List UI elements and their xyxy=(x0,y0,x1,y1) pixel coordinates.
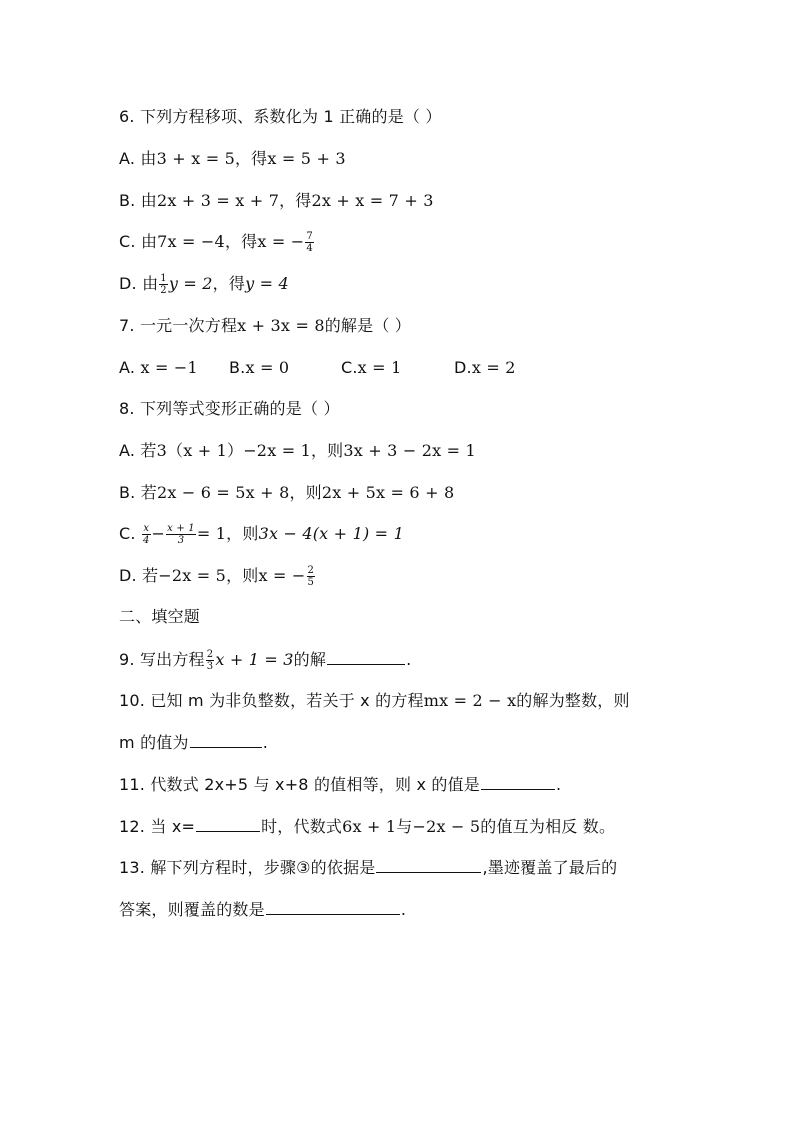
q6-b-mid: ，得 xyxy=(279,191,312,210)
q12-mid1: 时，代数式 xyxy=(261,817,343,836)
q9-post: 的解 xyxy=(293,650,327,669)
q6-option-d xyxy=(119,273,289,296)
q7-option-c xyxy=(341,357,454,379)
q6-a-mid: ，得 xyxy=(234,149,268,168)
q6-c-denominator: 4 xyxy=(306,243,313,254)
q9-end: . xyxy=(406,650,412,669)
q6-b-eq1: 2x + 3 = x + 7 xyxy=(156,191,280,210)
q8-d-eq2: x = − xyxy=(258,566,306,585)
q11-pre: 11. 代数式 2x+5 与 x+8 的值相等，则 x 的值是 xyxy=(119,775,481,794)
q6-option-b xyxy=(119,190,434,212)
q10-pre: 10. 已知 m 为非负整数，若关于 x 的方程 xyxy=(119,691,424,710)
q8-a-eq2: 3x + 3 − 2x = 1 xyxy=(343,441,476,460)
q7-c-label: C. xyxy=(341,358,358,377)
q6-option-c xyxy=(119,231,315,254)
q8-c-f1-denominator: 4 xyxy=(142,535,150,546)
q6-d-label: D. 由 xyxy=(119,274,159,293)
q8-c-fraction-1 xyxy=(142,523,151,546)
q7-stem xyxy=(119,315,411,337)
q13-answer-blank[interactable] xyxy=(266,898,400,915)
q6-d-mid: ，得 xyxy=(212,274,246,293)
q7-stem-post: 的解是（ ） xyxy=(324,316,412,335)
q7-b-value: x = 0 xyxy=(245,358,290,377)
q7-option-a xyxy=(119,357,229,379)
q13-line-1 xyxy=(119,856,617,879)
q8-b-label: B. 若 xyxy=(119,483,157,502)
q8-c-eq2: 3x − 4(x + 1) = 1 xyxy=(258,524,404,543)
q7-a-label: A. xyxy=(119,358,141,377)
section-title xyxy=(119,606,200,628)
q6-b-label: B. 由 xyxy=(119,191,157,210)
q10-line-1 xyxy=(119,690,630,712)
q8-c-mid: ，则 xyxy=(226,524,259,543)
q8-c-minus: − xyxy=(151,524,166,543)
q8-d-label: D. 若 xyxy=(119,566,159,585)
q8-stem xyxy=(119,398,340,420)
q10-answer-blank[interactable] xyxy=(190,731,262,748)
q10-line-2 xyxy=(119,731,268,754)
q8-d-mid: ，则 xyxy=(226,566,259,585)
q9-fraction xyxy=(206,649,215,672)
q9-denominator: 3 xyxy=(206,661,214,672)
q6-d-eq1: y = 2 xyxy=(168,274,213,293)
q6-c-eq1: 7x = −4 xyxy=(157,232,225,251)
q7-option-b xyxy=(229,357,341,379)
q6-d-fraction xyxy=(159,273,168,296)
q8-b-eq2: 2x + 5x = 6 + 8 xyxy=(321,483,455,502)
q8-option-d xyxy=(119,565,316,588)
q8-d-fraction xyxy=(307,565,316,588)
q9-numerator: 2 xyxy=(206,649,214,660)
q6-c-numerator: 7 xyxy=(306,231,313,242)
q7-stem-pre: 7. 一元一次方程 xyxy=(119,316,238,335)
q10-eq: mx = 2 − x xyxy=(423,691,517,710)
q7-option-d xyxy=(454,357,516,379)
q13-basis-blank[interactable] xyxy=(376,856,481,873)
section-title-text: 二、填空题 xyxy=(119,607,201,626)
q7-c-value: x = 1 xyxy=(357,358,402,377)
q8-c-label: C. xyxy=(119,524,141,543)
q10-line2-pre: m 的值为 xyxy=(119,733,189,752)
q7-options xyxy=(119,357,516,379)
q12-mid2: 与 xyxy=(396,817,413,836)
q6-a-eq1: 3 + x = 5 xyxy=(156,149,235,168)
q12-eq1: 6x + 1 xyxy=(342,817,397,836)
q12-post: 的值互为相反 数。 xyxy=(480,817,616,836)
q8-c-fraction-2 xyxy=(166,523,196,546)
q9-pre: 9. 写出方程 xyxy=(119,650,205,669)
q8-d-eq1: −2x = 5 xyxy=(158,566,227,585)
q11 xyxy=(119,773,561,796)
q6-c-label: C. 由 xyxy=(119,232,158,251)
q8-d-denominator: 5 xyxy=(307,577,315,588)
q9-answer-blank[interactable] xyxy=(327,648,405,665)
q6-c-mid: ，得 xyxy=(224,232,258,251)
q8-option-b xyxy=(119,482,454,504)
q6-option-a xyxy=(119,148,346,170)
q11-end: . xyxy=(556,775,562,794)
q8-b-mid: ，则 xyxy=(289,483,322,502)
q9 xyxy=(119,648,411,672)
q6-c-eq2: x = − xyxy=(257,232,305,251)
q8-a-mid: ，则 xyxy=(310,441,344,460)
q13-end: . xyxy=(400,900,407,919)
q8-c-f2-numerator: x + 1 xyxy=(167,523,195,534)
q7-d-label: D. xyxy=(454,358,472,377)
q12 xyxy=(119,815,615,838)
q12-eq2: −2x − 5 xyxy=(412,817,481,836)
q6-stem xyxy=(119,106,442,128)
q8-c-f1-numerator: x xyxy=(143,523,150,534)
q8-c-f2-denominator: 3 xyxy=(177,535,185,546)
q8-d-numerator: 2 xyxy=(307,565,315,576)
q13-line2-pre: 答案，则覆盖的数是 xyxy=(119,900,265,919)
q8-b-eq1: 2x − 6 = 5x + 8 xyxy=(156,483,290,502)
q6-b-eq2: 2x + x = 7 + 3 xyxy=(311,191,434,210)
q6-stem-text: 6. 下列方程移项、系数化为 1 正确的是（ ） xyxy=(119,107,442,126)
q8-option-a xyxy=(119,440,476,462)
q8-option-c xyxy=(119,523,404,546)
q7-stem-eq: x + 3x = 8 xyxy=(237,316,325,335)
q8-a-label: A. 若 xyxy=(119,441,157,460)
q6-d-numerator: 1 xyxy=(160,273,167,284)
q6-c-fraction xyxy=(305,231,314,254)
q6-a-label: A. 由 xyxy=(119,149,157,168)
q7-b-label: B. xyxy=(229,358,246,377)
q8-c-eq1: = 1 xyxy=(196,524,227,543)
q6-d-eq2: y = 4 xyxy=(245,274,289,293)
q13-post: ,墨迹覆盖了最后的 xyxy=(482,858,618,877)
q7-d-value: x = 2 xyxy=(471,358,516,377)
q6-a-eq2: x = 5 + 3 xyxy=(267,149,346,168)
q11-answer-blank[interactable] xyxy=(481,773,555,790)
q8-stem-text: 8. 下列等式变形正确的是（ ） xyxy=(119,399,340,418)
q13-line-2 xyxy=(119,898,406,921)
q6-d-denominator: 2 xyxy=(160,285,167,296)
q9-eq: x + 1 = 3 xyxy=(215,650,294,669)
q8-a-eq1: 3（x + 1）−2x = 1 xyxy=(156,441,311,460)
q10-end: . xyxy=(262,733,268,752)
q12-answer-blank[interactable] xyxy=(196,815,260,832)
q12-pre: 12. 当 x= xyxy=(119,817,196,836)
q13-pre: 13. 解下列方程时，步骤③的依据是 xyxy=(119,858,376,877)
q7-a-value: x = −1 xyxy=(140,358,198,377)
q10-post: 的解为整数，则 xyxy=(516,691,630,710)
